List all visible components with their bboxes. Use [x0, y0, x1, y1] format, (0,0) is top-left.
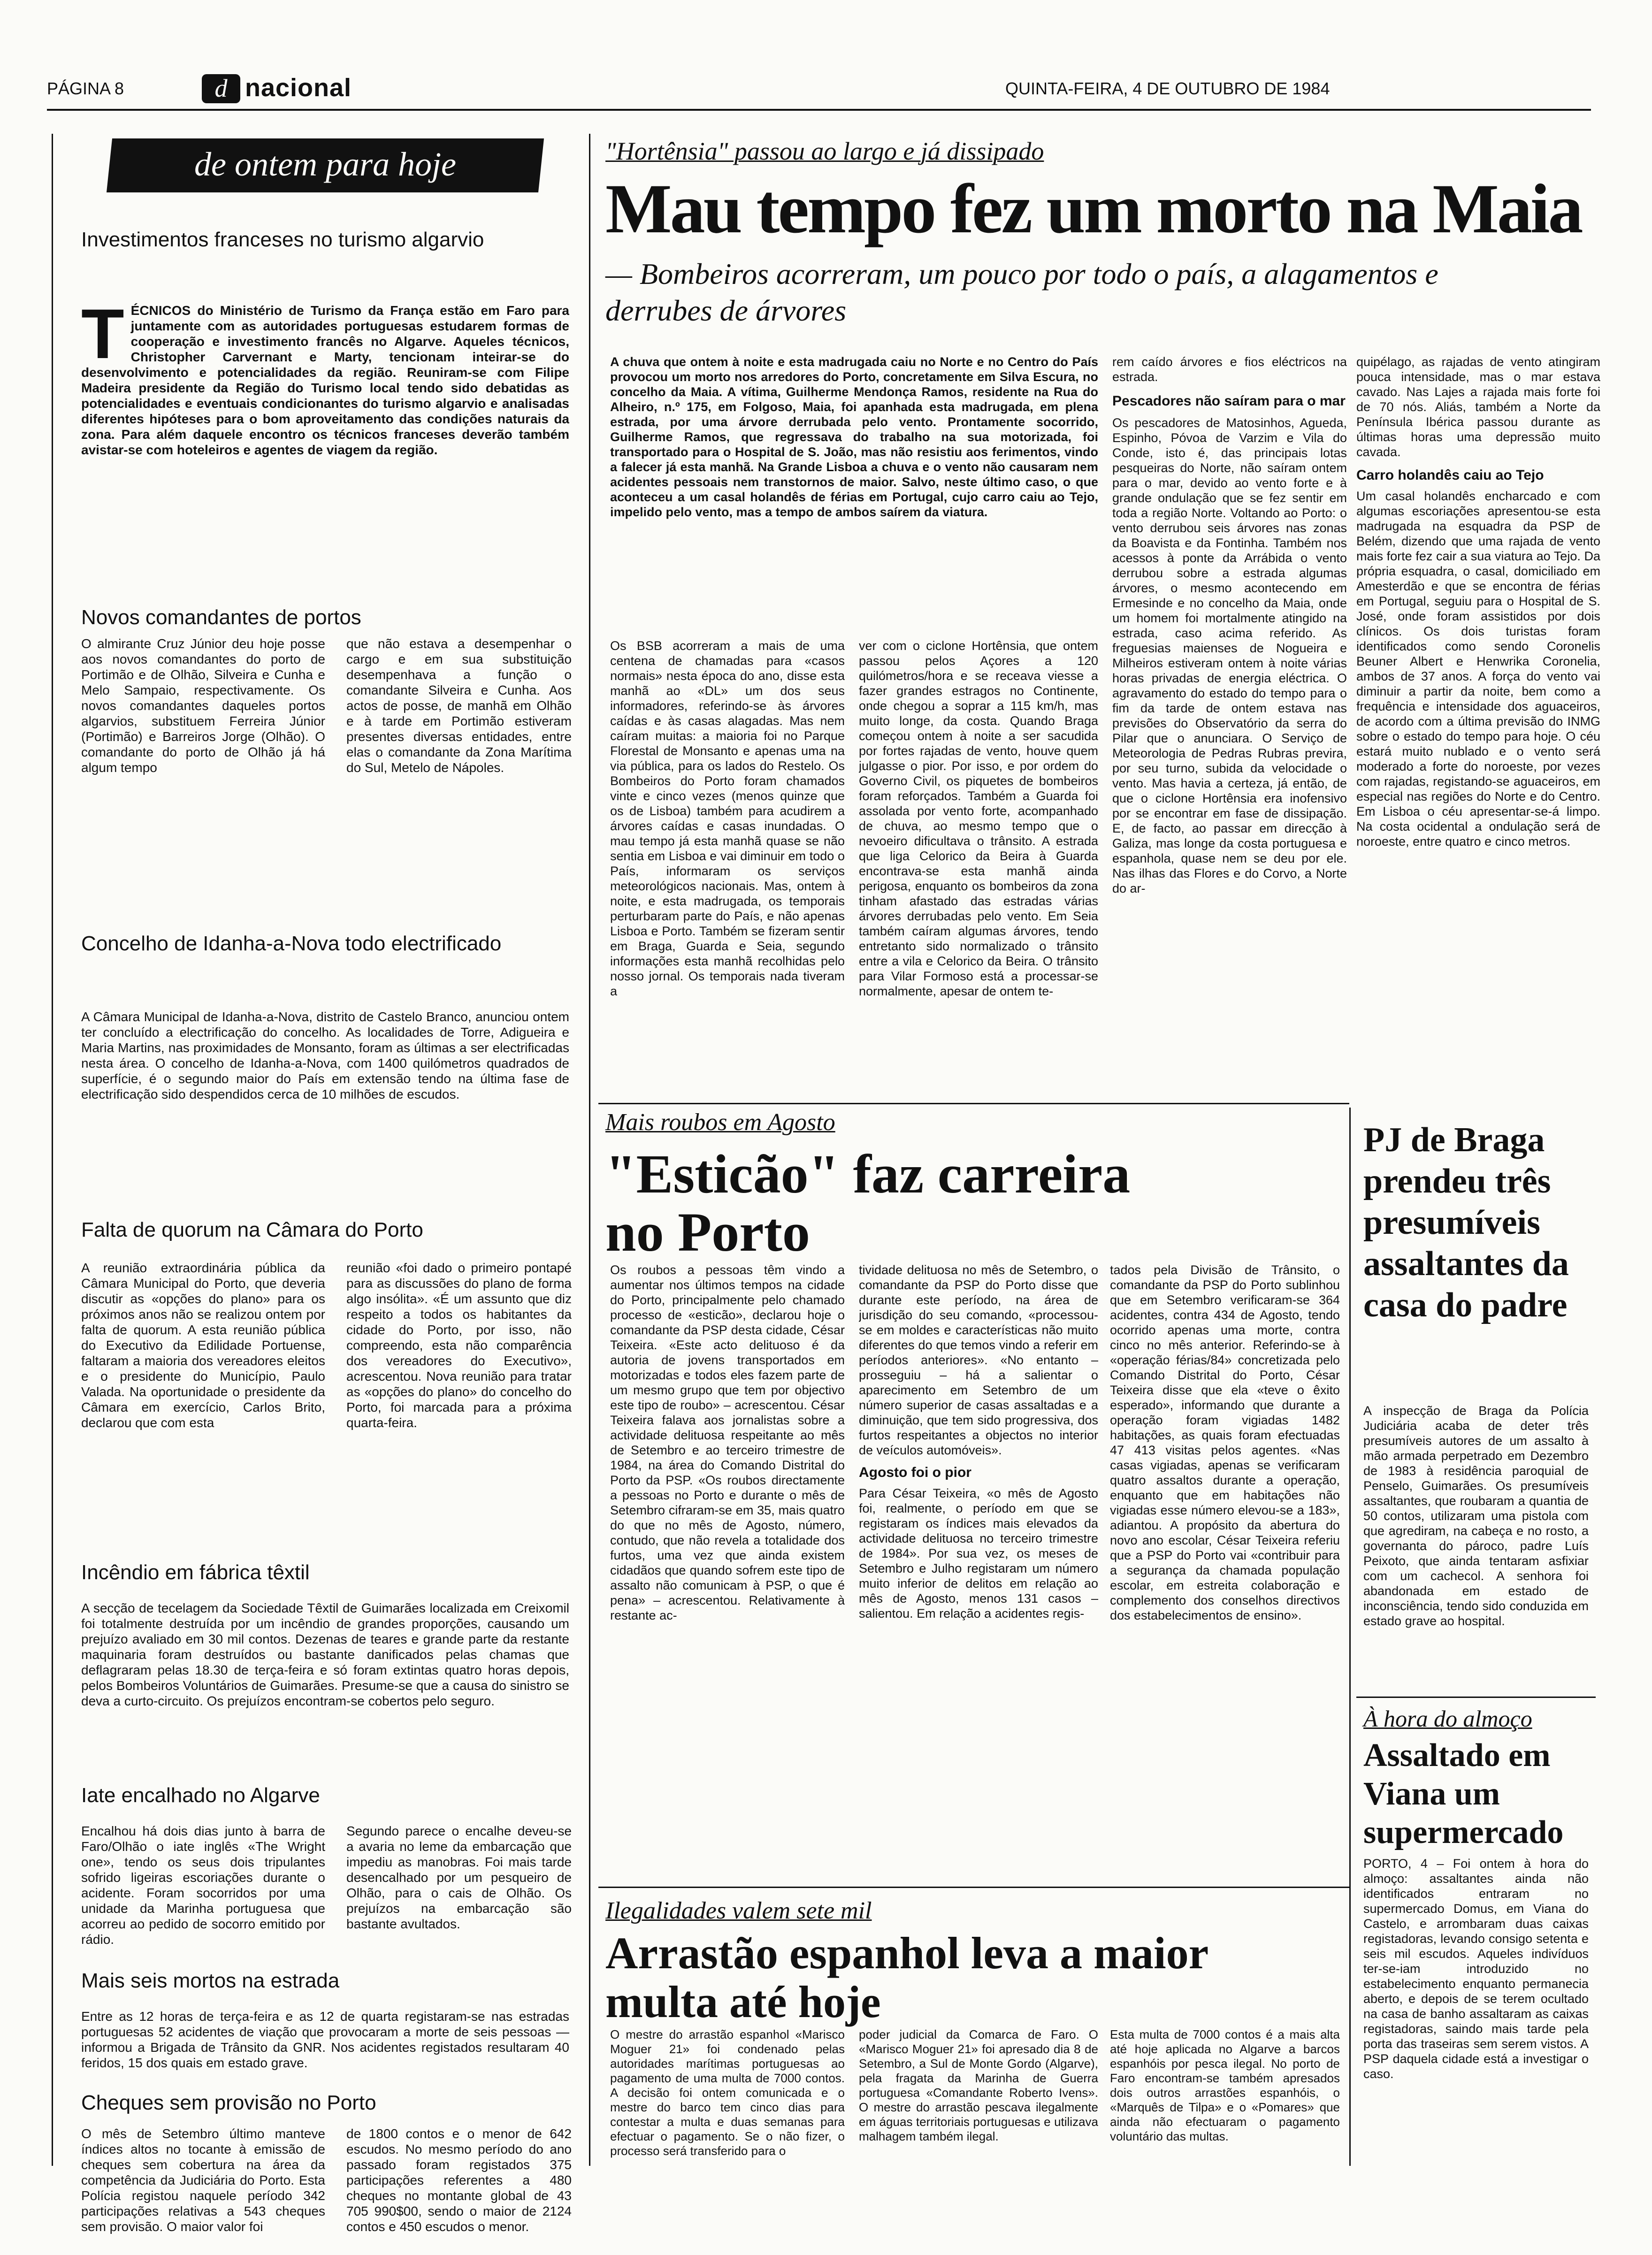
page-header — [42, 70, 1591, 113]
carro-subhead: Carro holandês caiu ao Tejo — [1356, 467, 1544, 483]
mau-tempo-kicker: "Hortênsia" passou ao largo e já dissipado — [605, 137, 1044, 165]
esticao-col-b2: Para César Teixeira, «o mês de Agosto foi, realmente, o período em que se registaram os índices mais elevados da actividade delituosa no terceiro trimestre de 1984». Por sua vez, os meses de Setembro e Julho registaram um número muito inferior de delitos em relação ao mês de Agosto, menos 131 casos – salientou. Em relação a acidentes regis- — [859, 1486, 1098, 1621]
investimentos-body: ÉCNICOS do Ministério de Turismo da França estão em Faro para juntamente com as autoridades portuguesas estudarem formas de cooperação e investimento francês no Algarve. Aqueles técnicos, Christopher Carvernant e Marty, tencionam inteirar-se do desenvolvimento e potencialidades da região. Reuniram-se com Filipe Madeira presidente da Região do Turismo local tendo sido debatidas as potencialidades e eventuais condicionantes do turismo algarvio e analisadas diferentes hipóteses para o bom aproveitamento das condições naturais da zona. Para além daquele encontro os técnicos franceses deverão também avistar-se com hoteleiros e agentes de viagem da região. — [81, 303, 569, 457]
esticao-col-c: tados pela Divisão de Trânsito, o comandante da PSP do Porto sublinhou que em Setembro verificaram-se 364 acidentes, contra 434 de Agosto, tendo ocorrido apenas uma morte, contra cinco no mês anterior. Referindo-se à «operação férias/84» concretizada pelo Comando Distrital do Porto, César Teixeira disse que ela «teve o êxito esperado», informando que durante a operação foram vigiadas 1482 habitações, as quais foram efectuadas 47 413 visitas pelos agentes. «Nas casas vigiadas, apenas se verificaram quatro assaltos durante a operação, enquanto que em habitações não vigiadas esse número elevou-se a 183», adiantou. A propósito da abertura do novo ano escolar, César Teixeira referiu que a PSP do Porto vai «contribuir para a segurança da chamada população escolar, em estreita colaboração e complemento dos conselhos directivos dos estabelecimentos de ensino». — [1110, 1263, 1340, 1622]
quorum-col2: reunião «foi dado o primeiro pontapé para as discussões do plano de forma algo insólita». «É um assunto que diz respeito a todos os habitantes da cidade do Porto, por isso, não compreendo, esta não comparência dos vereadores do Executivo», acrescentou. Nova reunião para tratar as «opções do plano» do concelho do Porto, foi marcada para a próxima quarta-feira. — [346, 1261, 572, 1430]
dropcap-t: T — [81, 303, 124, 373]
portos-col1: O almirante Cruz Júnior deu hoje posse aos novos comandantes do porto de Portimão e de Olhão, Silveira e Cunha e Melo Sampaio, respectivamente. Os novos comandantes daqueles portos algarvios, substituem Ferreira Júnior (Portimão) e Barreiros Jorge (Olhão). O comandante do porto de Olhão já há algum tempo — [81, 636, 325, 775]
portos-col2: que não estava a desempenhar o cargo e em sua substituição desempenhava a função o comandante Silveira e Cunha. Aos actos de posse, de manhã em Olhão e à tarde em Portimão estiveram presentes diversas entidades, entre elas o comandante da Zona Marítima do Sul, Metelo de Nápoles. — [346, 636, 572, 775]
portos-title: Novos comandantes de portos — [81, 606, 361, 629]
right-column-divider — [1349, 1108, 1351, 2166]
mau-tempo-col-a: Os BSB acorreram a mais de uma centena de chamadas para «casos normais» nesta época do ano, disse esta manhã ao «DL» um dos seus informadores, referindo-se às árvores caídas e às casas alagadas. Mas nem caíram muitas: a maioria foi no Parque Florestal de Monsanto e apenas uma na via pública, para os lados do Restelo. Os Bombeiros do Porto foram chamados vinte e cinco vezes (menos quinze que os de Lisboa) também para acudirem a árvores caídas e casas inundadas. O mau tempo já esta manhã quase se não sentia em Lisboa e vai diminuir em todo o País, informaram os serviços meteorológicos nacionais. Mas, ontem à noite, e esta madrugada, os temporais perturbaram parte do País, e não apenas Lisboa e Porto. Também se fizeram sentir em Braga, Guarda e Seia, segundo informações esta manhã recolhidas pelo nosso jornal. Os temporais nada tiveram a — [610, 639, 845, 998]
mau-tempo-col-d2: Um casal holandês encharcado e com algumas escoriações apresentou-se esta madrugada na esquadra da PSP de Belém, dizendo que uma rajada de vento mais forte fez cair a sua viatura ao Tejo. Da própria esquadra, o casal, domiciliado em Amesterdão e que se encontra de férias em Portugal, seguiu para o Hospital de S. José, onde foram assistidos por dois clínicos. Os dois turistas foram identificados como sendo Coronelis Beuner Albert e Henwrika Coronelia, ambos de 37 anos. A força do vento vai diminuir a partir da noite, bem como a frequência e intensidade dos aguaceiros, de acordo com a última previsão do INMG sobre o estado do tempo para hoje. O céu estará muito nublado e o vento será moderado a forte do noroeste, por vezes com rajadas, registando-se aguaceiros, em especial nas regiões do Norte e do Centro. Em Lisboa o céu apresentar-se-á limpo. Na costa ocidental a ondulação será de noroeste, entre quatro e cinco metros. — [1356, 489, 1600, 848]
esticao-bottom-rule — [598, 1887, 1349, 1888]
pj-braga-headline: PJ de Braga prendeu três presumíveis assaltantes da casa do padre — [1363, 1121, 1569, 1324]
esticao-col-b — [859, 1262, 1098, 1877]
esticao-col-b-body: tividade delituosa no mês de Setembro, o comandante da PSP do Porto disse que durante este período, na área de jurisdição do seu comando, «processou-se em moldes e características não muito diferentes do que temos vindo a referir em períodos anteriores». «No entanto – prosseguiu – há a salientar o aparecimento em Setembro de um número superior de casas assaltadas e a diminuição, que tem sido progressiva, dos furtos respeitantes a objectos no interior de veículos automóveis». — [859, 1263, 1098, 1457]
section-logo-icon: d — [202, 74, 240, 103]
quorum-col1: A reunião extraordinária pública da Câmara Municipal do Porto, que deveria discutir as «opções do plano» para os próximos anos não se realizou ontem por falta de quorum. A esta reunião pública do Executivo da Edilidade Portuense, faltaram a maioria dos vereadores eleitos e o presidente do Município, Paulo Valada. Na oportunidade o presidente da Câmara em exercício, Carlos Brito, declarou que com esta — [81, 1261, 325, 1430]
mau-tempo-bottom-rule — [598, 1103, 1349, 1104]
arrastao-col-c: Esta multa de 7000 contos é a mais alta até hoje aplicada no Algarve a barcos espanhóis por pesca ilegal. No porto de Faro encontram-se também apresados dois outros arrastões espanhóis, o «Marquês de Tilpa» e o «Pomares» que ainda não efectuaram o pagamento voluntário das multas. — [1110, 2027, 1340, 2143]
mau-tempo-headline: Mau tempo fez um morto na Maia — [605, 170, 1582, 248]
quorum-title: Falta de quorum na Câmara do Porto — [81, 1218, 423, 1241]
arrastao-col-a: O mestre do arrastão espanhol «Marisco Moguer 21» foi condenado pelas autoridades marítimas portuguesas ao pagamento de uma multa de 7000 contos. A decisão foi ontem comunicada e o mestre do barco tem cinco dias para contestar a multa e duas semanas para efectuar o pagamento. Se o não fizer, o processo será transferido para o — [610, 2027, 845, 2158]
esticao-kicker: Mais roubos em Agosto — [605, 1109, 835, 1136]
mortos-text: Entre as 12 horas de terça-feira e as 12 de quarta registaram-se nas estradas portuguesas 52 acidentes de viação que provocaram a morte de seis pessoas — informou a Brigada de Trânsito da GNR. Nos acidentes registados resultaram 40 feridos, 15 dos quais em estado grave. — [81, 2009, 569, 2070]
mau-tempo-col-d-body: quipélago, as rajadas de vento atingiram pouca intensidade, mas o mar estava cavado. Nas Lajes a rajada mais forte foi de 70 nós. Aliás, também a Norte da Península Ibérica passou durante as últimas horas uma depressão muito cavada. — [1356, 355, 1600, 459]
arrastao-headline: Arrastão espanhol leva a maior multa até hoje — [605, 1928, 1208, 2027]
left-column — [52, 134, 579, 2234]
page-number: PÁGINA 8 — [47, 79, 124, 98]
agosto-subhead: Agosto foi o pior — [859, 1465, 971, 1480]
cheques-col2: de 1800 contos e o menor de 642 escudos. No mesmo período do ano passado foram registados 375 participações referentes a 480 cheques no montante global de 43 705 990$00, sendo o maior de 2124 contos e 450 escudos o menor. — [346, 2126, 572, 2234]
mau-tempo-lead: A chuva que ontem à noite e esta madrugada caiu no Norte e no Centro do País provocou um morto nos arredores do Porto, concretamente em Silva Escura, no concelho da Maia. A vítima, Guilherme Mendonça Ramos, residente na Rua do Alheiro, n.º 175, em Folgoso, Maia, foi apanhada esta madrugada, em plena estrada, por uma árvore derrubada pelo vento. Prontamente socorrido, Guilherme Ramos, que regressava do trabalho na sua motorizada, foi transportado para o Hospital de S. João, mas não resistiu aos ferimentos, vindo a falecer já esta manhã. Na Grande Lisboa a chuva e o vento não causaram nem acidentes pessoais nem transtornos de maior. Salvo, neste último caso, o que aconteceu a um casal holandês de férias em Portugal, cujo carro caiu ao Tejo, impelido pelo vento, mas a tempo de ambos saírem da viatura. — [610, 355, 1098, 519]
investimentos-text — [81, 303, 569, 594]
mau-tempo-deck: — Bombeiros acorreram, um pouco por todo o país, a alagamentos e derrubes de árvores — [605, 257, 1438, 327]
esticao-col-a: Os roubos a pessoas têm vindo a aumentar nos últimos tempos na cidade do Porto, principalmente pelo chamado processo de «esticão», declarou hoje o comandante da PSP desta cidade, César Teixeira. «Este acto delituoso é da autoria de jovens transportados em motorizadas e todos eles fazem parte de um mesmo grupo que tem por objectivo este tipo de roubo» – acrescentou. César Teixeira falava aos jornalistas sobre a actividade delituosa respeitante ao mês de Setembro e ao terceiro trimestre de 1984, na área do Comando Distrital do Porto da PSP. «Os roubos directamente a pessoas no Porto e durante o mês de Setembro cifraram-se em 35, mais quatro do que no mês de Agosto, número, contudo, que não revela a totalidade dos furtos, uma vez que ainda existem cidadãos que quando sofrem este tipo de assalto não comunicam à PSP, o que é pena» – acrescentou. Relativamente à restante ac- — [610, 1263, 845, 1622]
mau-tempo-col-c-pre: rem caído árvores e fios eléctricos na estrada. — [1112, 355, 1347, 384]
viana-text: PORTO, 4 – Foi ontem à hora do almoço: assaltantes ainda não identificados entraram no supermercado Domus, em Viana do Castelo, e arrombaram duas caixas registadoras, levando consigo setenta e seis mil escudos. Aqueles indivíduos ter-se-iam introduzido no estabelecimento enquanto permanecia aberto, e depois de se terem ocultado na casa de banho assaltaram as caixas registadoras, saindo mais tarde pela porta das traseiras sem serem vistos. A PSP daquela cidade está a investigar o caso. — [1363, 1857, 1589, 2081]
mau-tempo-col-c — [1112, 354, 1347, 1096]
section-banner-text: de ontem para hoje — [194, 145, 456, 183]
incendio-text: A secção de tecelagem da Sociedade Têxtil de Guimarães localizada em Creixomil foi totalmente destruída por um incêndio de grandes proporções, causando um prejuízo avaliado em 30 mil contos. Dezenas de teares e grande parte da restante maquinaria foram destruídos ou bastante danificados pelas chamas que deflagraram pelas 18.30 de terça-feira e só foram extintas quatro horas depois, pelos Bombeiros Voluntários de Guimarães. Presume-se que a causa do sinistro se deva a curto-circuito. Os prejuízos encontram-se cobertos pelo seguro. — [81, 1601, 569, 1708]
iate-title: Iate encalhado no Algarve — [81, 1784, 320, 1807]
mau-tempo-col-b: ver com o ciclone Hortênsia, que ontem passou pelos Açores a 120 quilómetros/hora e se receava viesse a fazer grandes estragos no Continente, onde chegou a soprar a 115 km/h, mas muito longe, da costa. Quando Braga começou ontem à noite a ser sacudida por fortes rajadas de vento, houve quem julgasse o pior. Por isso, e por ordem do Governo Civil, os piquetes de bombeiros foram reforçados. Também a Guarda foi assolada por vento forte, acompanhado de chuva, ao mesmo tempo que o nevoeiro dificultava o trânsito. A estrada que liga Celorico da Beira à Guarda encontrava-se esta manhã ainda perigosa, enquanto os bombeiros da zona tinham afastado das estradas várias árvores derrubadas pelo vento. Em Seia também caíram algumas árvores, tendo entretanto sido normalizado o trânsito entre a vila e Celorico da Beira. O trânsito para Vilar Formoso está a processar-se normalmente, apesar de ontem te- — [859, 639, 1098, 998]
pj-braga-bottom-rule — [1356, 1697, 1596, 1698]
investimentos-title: Investimentos franceses no turismo algarvio — [81, 228, 484, 251]
left-column-divider — [589, 134, 590, 2166]
viana-kicker: À hora do almoço — [1363, 1705, 1532, 1732]
idanha-title: Concelho de Idanha-a-Nova todo electrificado — [81, 932, 502, 955]
mau-tempo-col-d — [1356, 354, 1600, 1096]
incendio-title: Incêndio em fábrica têxtil — [81, 1561, 310, 1584]
arrastao-kicker: Ilegalidades valem sete mil — [605, 1897, 872, 1924]
pj-braga-text: A inspecção de Braga da Polícia Judiciária acaba de deter três presumíveis autores de um assalto à mão armada perpetrado em Dezembro de 1983 à residência paroquial de Penselo, Guimarães. Os presumíveis assaltantes, que roubaram a quantia de 50 contos, utilizaram uma pistola com que agrediram, na cabeça e no rosto, a governanta do pároco, padre Luís Peixoto, que ainda tentaram asfixiar com um cachecol. A senhora foi abandonada em estado de inconsciência, tendo sido conduzida em estado grave ao hospital. — [1363, 1404, 1589, 1628]
page-date: QUINTA-FEIRA, 4 DE OUTUBRO DE 1984 — [1005, 79, 1330, 98]
mortos-title: Mais seis mortos na estrada — [81, 1969, 340, 1992]
cheques-title: Cheques sem provisão no Porto — [81, 2091, 376, 2114]
idanha-text: A Câmara Municipal de Idanha-a-Nova, distrito de Castelo Branco, anunciou ontem ter concluído a electrificação do concelho. As localidades de Torre, Adigueira e Maria Martins, nas proximidades de Monsanto, foram as últimas a ser electrificadas nesta área. O concelho de Idanha-a-Nova, com 1400 quilómetros quadrados de superfície, é o segundo maior do País em extensão tendo na última fase de electrificação sido despendidos cerca de 10 milhões de escudos. — [81, 1009, 569, 1101]
viana-headline: Assaltado em Viana um supermercado — [1363, 1737, 1564, 1850]
cheques-col1: O mês de Setembro último manteve índices altos no tocante à emissão de cheques sem cobertura na área da competência da Judiciária do Porto. Esta Polícia registou naquele período 342 participações relativas a 543 cheques sem provisão. O maior valor foi — [81, 2126, 325, 2234]
arrastao-col-b: poder judicial da Comarca de Faro. O «Marisco Moguer 21» foi apresado dia 8 de Setembro, a Sul de Monte Gordo (Algarve), pela fragata da Marinha de Guerra portuguesa «Comandante Roberto Ivens». O mestre do arrastão pescava ilegalmente em águas territoriais portuguesas e utilizava malhagem também ilegal. — [859, 2027, 1098, 2143]
section-name: nacional — [245, 74, 352, 102]
pescadores-subhead: Pescadores não saíram para o mar — [1112, 393, 1346, 409]
mau-tempo-col-c-body: Os pescadores de Matosinhos, Agueda, Espinho, Póvoa de Varzim e Vila do Conde, isto é, das principais lotas pesqueiras do Norte, não saíram ontem para o mar, devido ao vento forte e à grande ondulação que se fez sentir em toda a região Norte. Voltando ao Porto: o vento derrubou seis árvores nas zonas da Boavista e da Fontinha. Também nos acessos à ponte da Arrábida o vento derrubou sobre a estrada algumas árvores, o mesmo acontecendo em Ermesinde e no concelho da Maia, onde um homem foi mortalmente atingido na estrada, caso acima referido. As freguesias maienses de Nogueira e Milheiros estiveram ontem à noite várias horas privadas de energia eléctrica. O agravamento do estado do tempo para o fim da tarde de ontem estava nas previsões do Observatório da serra do Pilar que o anunciara. O Serviço de Meteorologia de Pedras Rubras previra, por seu turno, subida da velocidade o vento. Mas havia a certeza, já então, de que o ciclone Hortênsia era inofensivo por se encontrar em fase de dissipação. E, de facto, ao passar em direcção à Galiza, mas longe da costa portuguesa e espanhola, quase nem se deu por ele. Nas ilhas das Flores e do Corvo, a Norte do ar- — [1112, 416, 1347, 895]
iate-col1: Encalhou há dois dias junto à barra de Faro/Olhão o iate inglês «The Wright one», tendo os seus dois tripulantes sofrido ligeiras escoriações durante o acidente. Foram socorridos por uma unidade da Marinha portuguesa que acorreu ao pedido de socorro emitido por rádio. — [81, 1824, 325, 1947]
iate-col2: Segundo parece o encalhe deveu-se a avaria no leme da embarcação que impediu as manobras. Foi mais tarde desencalhado por um pesqueiro de Olhão, para o cais de Olhão. Os prejuízos na embarcação são bastante avultados. — [346, 1824, 572, 1931]
header-rule — [47, 109, 1591, 111]
esticao-headline: "Esticão" faz carreira no Porto — [605, 1143, 1131, 1263]
